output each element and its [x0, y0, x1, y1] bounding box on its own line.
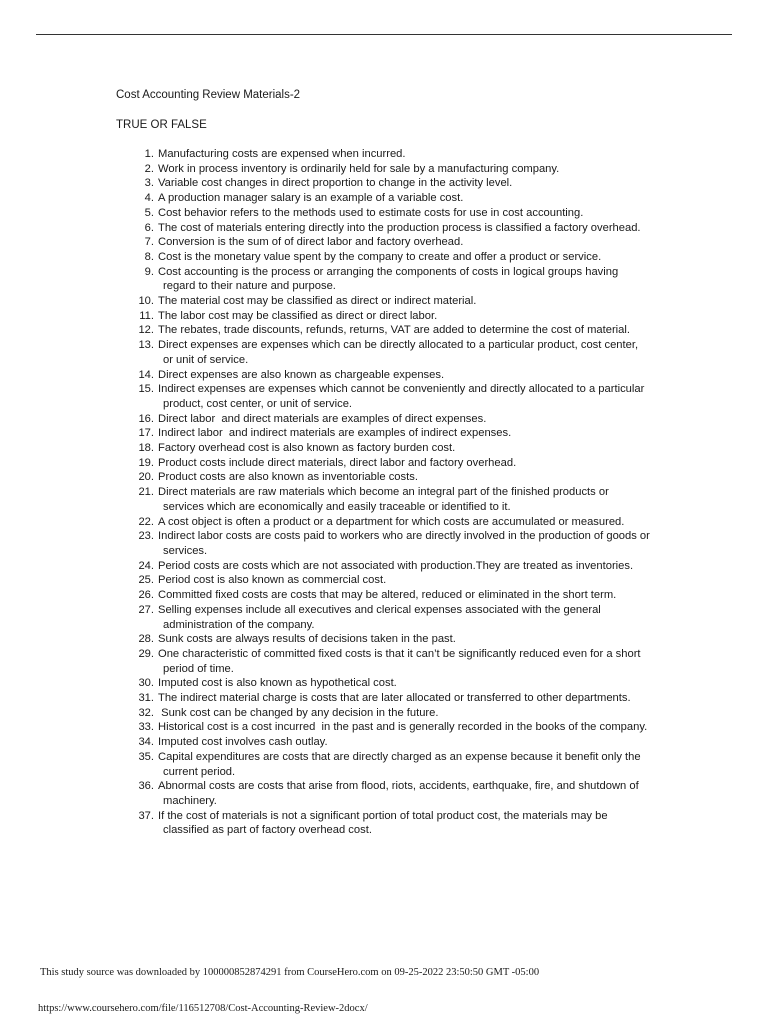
question-item — [0, 250, 768, 265]
question-text: The labor cost may be classified as direct or direct labor. — [158, 309, 438, 322]
question-number: 24. — [138, 559, 154, 572]
question-number: 5. — [144, 206, 154, 219]
question-text: A production manager salary is an example of a variable cost. — [158, 192, 464, 205]
document-title: Cost Accounting Review Materials-2 — [116, 89, 301, 101]
question-text: The indirect material charge is costs that are later allocated or transferred to other departments. — [158, 692, 631, 705]
question-item — [0, 485, 768, 514]
question-item — [0, 720, 768, 735]
question-text: Work in process inventory is ordinarily held for sale by a manufacturing company. — [158, 162, 560, 175]
question-number: 30. — [138, 677, 154, 690]
question-item — [0, 265, 768, 294]
question-item — [0, 294, 768, 309]
question-number: 2. — [144, 162, 154, 175]
question-item — [0, 382, 768, 411]
question-item — [0, 706, 768, 721]
question-number: 29. — [138, 647, 154, 660]
question-number: 25. — [138, 574, 154, 587]
question-number: 3. — [144, 177, 154, 190]
question-text: Cost accounting is the process or arranging the components of costs in logical groups having regard to their nature and purpose. — [158, 265, 622, 293]
question-text: If the cost of materials is not a significant portion of total product cost, the materials may be classified as part of factory overhead cost. — [158, 809, 611, 837]
question-number: 9. — [144, 265, 154, 278]
question-text: The cost of materials entering directly into the production process is classified a factory overhead. — [158, 221, 641, 234]
question-item — [0, 191, 768, 206]
question-text: Period cost is also known as commercial cost. — [158, 574, 387, 587]
question-number: 19. — [138, 456, 154, 469]
question-number: 15. — [138, 383, 154, 396]
question-item — [0, 735, 768, 750]
question-text: Product costs include direct materials, direct labor and factory overhead. — [158, 456, 517, 469]
question-text: Conversion is the sum of of direct labor and factory overhead. — [158, 236, 464, 249]
question-number: 10. — [138, 295, 154, 308]
page-top-divider — [36, 34, 732, 35]
question-number: 16. — [138, 412, 154, 425]
question-number: 1. — [144, 148, 154, 160]
question-item — [0, 470, 768, 485]
question-text: Committed fixed costs are costs that may be altered, reduced or eliminated in the short term. — [158, 589, 617, 602]
question-item — [0, 676, 768, 691]
question-text: Indirect expenses are expenses which cannot be conveniently and directly allocated to a particular product, cost center, or unit of service. — [158, 383, 648, 410]
question-number: 28. — [138, 633, 154, 646]
question-number: 26. — [138, 589, 154, 602]
question-item — [0, 809, 768, 838]
question-text: One characteristic of committed fixed costs is that it can’t be significantly reduced even for a short period of time. — [158, 647, 644, 675]
question-number: 20. — [138, 471, 154, 484]
question-item — [0, 412, 768, 427]
question-text: Indirect labor costs are costs paid to workers who are directly involved in the production of goods or services. — [158, 530, 653, 557]
question-number: 11. — [139, 309, 154, 322]
question-item — [0, 338, 768, 367]
question-list — [0, 147, 768, 838]
question-item — [0, 603, 768, 632]
question-item — [0, 456, 768, 471]
question-item — [0, 323, 768, 338]
question-item — [0, 750, 768, 779]
question-number: 13. — [138, 339, 154, 352]
question-number: 18. — [138, 442, 154, 455]
question-number: 27. — [138, 603, 154, 616]
question-item — [0, 573, 768, 588]
question-item — [0, 162, 768, 177]
question-number: 23. — [138, 530, 154, 543]
question-text: Direct materials are raw materials which become an integral part of the finished products or services which are economically and easily traceable or identified to it. — [158, 486, 612, 513]
question-text: Cost behavior refers to the methods used to estimate costs for use in cost accounting. — [158, 206, 584, 219]
question-text: The material cost may be classified as direct or indirect material. — [158, 295, 477, 308]
question-item — [0, 691, 768, 706]
question-text: Imputed cost is also known as hypothetical cost. — [158, 677, 397, 690]
question-text: Period costs are costs which are not associated with production.They are treated as inventories. — [158, 559, 634, 572]
question-item — [0, 176, 768, 191]
question-number: 32. — [138, 706, 154, 719]
question-number: 37. — [138, 809, 154, 822]
question-number: 6. — [144, 221, 154, 234]
question-number: 7. — [144, 236, 154, 249]
question-text: Imputed cost involves cash outlay. — [158, 736, 328, 749]
question-number: 12. — [138, 324, 154, 337]
question-item — [0, 426, 768, 441]
question-text: Historical cost is a cost incurred in the past and is generally recorded in the books of the company. — [158, 721, 648, 734]
question-item — [0, 206, 768, 221]
question-text: Direct expenses are expenses which can be directly allocated to a particular product, cost center, or unit of service. — [158, 339, 642, 366]
question-text: Capital expenditures are costs that are directly charged as an expense because it benefit only the current period. — [158, 750, 644, 778]
source-url: https://www.coursehero.com/file/116512708/Cost-Accounting-Review-2docx/ — [38, 1003, 368, 1014]
question-item — [0, 147, 768, 162]
question-text: The rebates, trade discounts, refunds, returns, VAT are added to determine the cost of material. — [158, 324, 630, 337]
question-text: Sunk cost can be changed by any decision in the future. — [158, 706, 439, 719]
question-item — [0, 588, 768, 603]
question-item — [0, 368, 768, 383]
question-text: Sunk costs are always results of decisions taken in the past. — [158, 633, 456, 646]
question-text: Manufacturing costs are expensed when incurred. — [158, 148, 406, 160]
question-text: Direct labor and direct materials are examples of direct expenses. — [158, 412, 487, 425]
question-item — [0, 235, 768, 250]
question-item — [0, 647, 768, 676]
question-text: Selling expenses include all executives and clerical expenses associated with the general administration of the company. — [158, 603, 604, 631]
question-item — [0, 221, 768, 236]
question-number: 17. — [138, 427, 154, 440]
question-item — [0, 309, 768, 324]
question-number: 8. — [144, 250, 154, 263]
question-item — [0, 559, 768, 574]
question-text: A cost object is often a product or a department for which costs are accumulated or measured. — [158, 515, 625, 528]
question-item — [0, 515, 768, 530]
question-number: 31. — [138, 692, 154, 705]
download-notice: This study source was downloaded by 100000852874291 from CourseHero.com on 09-25-2022 23:50:50 GMT -05:00 — [40, 967, 540, 978]
question-number: 14. — [138, 368, 154, 381]
question-item — [0, 779, 768, 808]
question-text: Variable cost changes in direct proportion to change in the activity level. — [158, 177, 513, 190]
question-text: Direct expenses are also known as chargeable expenses. — [158, 368, 445, 381]
question-number: 21. — [138, 486, 154, 499]
question-text: Indirect labor and indirect materials are examples of indirect expenses. — [158, 427, 512, 440]
question-number: 34. — [138, 736, 154, 749]
question-number: 33. — [138, 721, 154, 734]
question-number: 36. — [138, 780, 154, 793]
question-item — [0, 529, 768, 558]
question-text: Product costs are also known as inventoriable costs. — [158, 471, 418, 484]
question-item — [0, 441, 768, 456]
question-number: 35. — [138, 750, 154, 763]
question-number: 4. — [144, 192, 154, 205]
question-text: Cost is the monetary value spent by the company to create and offer a product or service. — [158, 250, 602, 263]
question-text: Abnormal costs are costs that arise from flood, riots, accidents, earthquake, fire, and shutdown of machinery. — [158, 780, 642, 807]
question-number: 22. — [138, 515, 154, 528]
question-text: Factory overhead cost is also known as factory burden cost. — [158, 442, 456, 455]
section-heading: TRUE OR FALSE — [116, 119, 207, 131]
question-item — [0, 632, 768, 647]
